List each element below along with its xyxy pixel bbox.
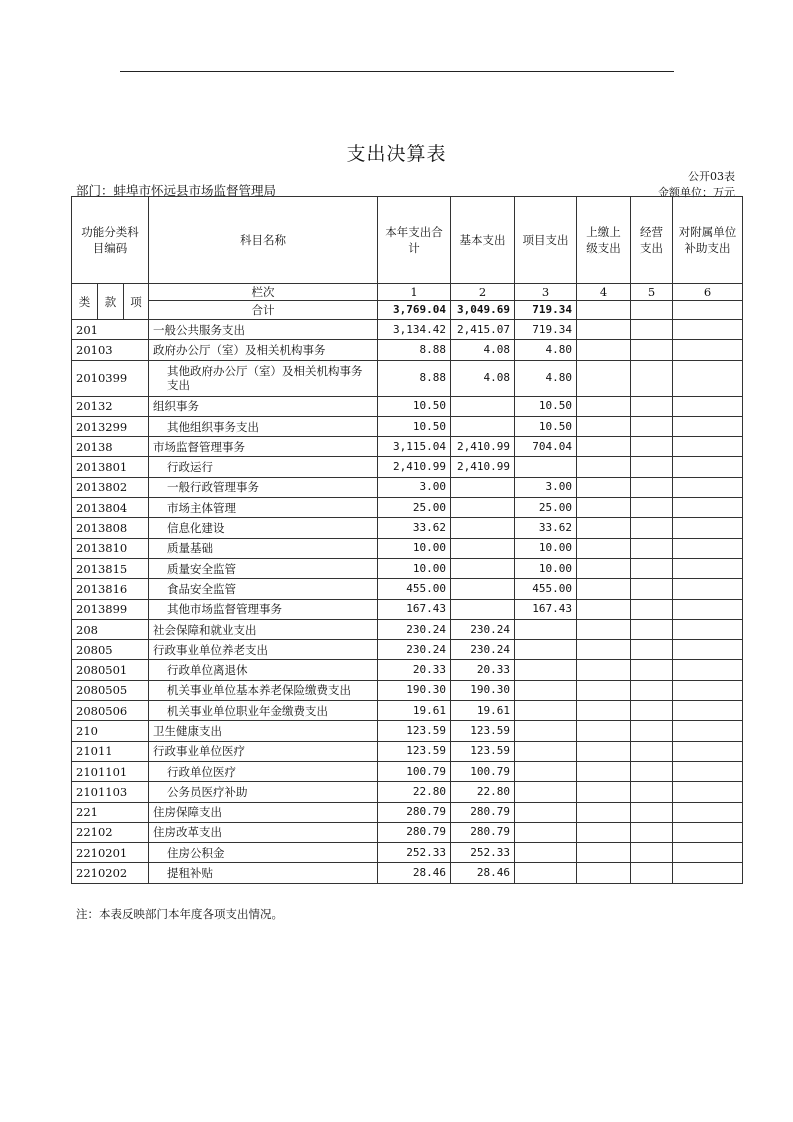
row-code: 2013899	[72, 599, 149, 619]
row-total: 22.80	[378, 782, 451, 802]
row-project	[515, 782, 577, 802]
row-operating	[631, 360, 673, 396]
total-label: 合计	[149, 301, 378, 320]
row-basic: 20.33	[451, 660, 515, 680]
col-header-subsidiary: 对附属单位补助支出	[673, 197, 743, 284]
row-basic	[451, 396, 515, 416]
row-code: 2101101	[72, 761, 149, 781]
row-operating	[631, 579, 673, 599]
row-code: 2013810	[72, 538, 149, 558]
table-row	[72, 518, 743, 538]
expenditure-table	[71, 196, 743, 884]
row-project: 455.00	[515, 579, 577, 599]
row-name: 行政单位医疗	[149, 761, 378, 781]
row-operating	[631, 721, 673, 741]
row-total: 123.59	[378, 721, 451, 741]
row-total: 167.43	[378, 599, 451, 619]
lanci-label: 栏次	[149, 284, 378, 301]
row-total: 3,115.04	[378, 437, 451, 457]
table-row	[72, 721, 743, 741]
row-basic: 280.79	[451, 802, 515, 822]
row-name: 机关事业单位职业年金缴费支出	[149, 701, 378, 721]
total-project: 719.34	[515, 301, 577, 320]
row-total: 280.79	[378, 802, 451, 822]
row-project: 10.50	[515, 396, 577, 416]
row-upper	[577, 518, 631, 538]
row-subsidiary	[673, 721, 743, 741]
footnote: 注：本表反映部门本年度各项支出情况。	[76, 907, 283, 921]
row-upper	[577, 498, 631, 518]
row-upper	[577, 741, 631, 761]
row-upper	[577, 701, 631, 721]
row-name: 质量基础	[149, 538, 378, 558]
col-header-name: 科目名称	[149, 197, 378, 284]
row-name: 住房改革支出	[149, 822, 378, 842]
row-operating	[631, 340, 673, 360]
total-total: 3,769.04	[378, 301, 451, 320]
row-project	[515, 843, 577, 863]
col-number-5: 5	[631, 284, 673, 301]
row-subsidiary	[673, 396, 743, 416]
row-upper	[577, 822, 631, 842]
table-row	[72, 498, 743, 518]
row-basic: 190.30	[451, 680, 515, 700]
row-project: 33.62	[515, 518, 577, 538]
row-operating	[631, 477, 673, 497]
row-code: 2210201	[72, 843, 149, 863]
row-total: 280.79	[378, 822, 451, 842]
row-upper	[577, 680, 631, 700]
row-name: 机关事业单位基本养老保险缴费支出	[149, 680, 378, 700]
row-basic: 4.08	[451, 360, 515, 396]
row-basic: 123.59	[451, 721, 515, 741]
row-name: 公务员医疗补助	[149, 782, 378, 802]
row-code: 2013299	[72, 416, 149, 436]
row-code: 22102	[72, 822, 149, 842]
row-basic	[451, 416, 515, 436]
table-row	[72, 360, 743, 396]
row-subsidiary	[673, 640, 743, 660]
row-code: 20103	[72, 340, 149, 360]
row-basic	[451, 498, 515, 518]
row-name: 其他市场监督管理事务	[149, 599, 378, 619]
total-upper	[577, 301, 631, 320]
row-operating	[631, 320, 673, 340]
row-basic: 123.59	[451, 741, 515, 761]
row-basic	[451, 477, 515, 497]
row-name: 住房保障支出	[149, 802, 378, 822]
row-code: 2013804	[72, 498, 149, 518]
row-basic: 230.24	[451, 619, 515, 639]
row-total: 230.24	[378, 619, 451, 639]
row-upper	[577, 579, 631, 599]
table-row	[72, 579, 743, 599]
row-name: 一般行政管理事务	[149, 477, 378, 497]
row-subsidiary	[673, 701, 743, 721]
row-basic: 4.08	[451, 340, 515, 360]
table-row	[72, 741, 743, 761]
column-number-row	[72, 284, 743, 301]
row-project	[515, 802, 577, 822]
row-operating	[631, 396, 673, 416]
row-name: 住房公积金	[149, 843, 378, 863]
row-operating	[631, 416, 673, 436]
row-basic: 2,410.99	[451, 437, 515, 457]
row-basic	[451, 538, 515, 558]
row-code: 201	[72, 320, 149, 340]
row-project: 167.43	[515, 599, 577, 619]
row-project: 4.80	[515, 340, 577, 360]
table-row	[72, 457, 743, 477]
row-code: 2010399	[72, 360, 149, 396]
row-subsidiary	[673, 843, 743, 863]
row-code: 208	[72, 619, 149, 639]
row-subsidiary	[673, 680, 743, 700]
row-project: 3.00	[515, 477, 577, 497]
row-upper	[577, 416, 631, 436]
row-project	[515, 721, 577, 741]
col-number-3: 3	[515, 284, 577, 301]
row-name: 其他组织事务支出	[149, 416, 378, 436]
row-basic: 280.79	[451, 822, 515, 842]
col-header-operating: 经营支出	[631, 197, 673, 284]
row-total: 25.00	[378, 498, 451, 518]
row-name: 其他政府办公厅（室）及相关机构事务支出	[149, 360, 378, 396]
row-operating	[631, 457, 673, 477]
row-total: 100.79	[378, 761, 451, 781]
row-basic: 28.46	[451, 863, 515, 883]
row-basic	[451, 518, 515, 538]
table-row	[72, 477, 743, 497]
row-upper	[577, 782, 631, 802]
row-code: 2013816	[72, 579, 149, 599]
row-basic: 100.79	[451, 761, 515, 781]
row-upper	[577, 863, 631, 883]
table-row	[72, 558, 743, 578]
row-subsidiary	[673, 320, 743, 340]
table-row	[72, 340, 743, 360]
row-upper	[577, 437, 631, 457]
row-total: 10.50	[378, 416, 451, 436]
row-project	[515, 660, 577, 680]
row-operating	[631, 822, 673, 842]
table-row	[72, 822, 743, 842]
row-code: 2013815	[72, 558, 149, 578]
row-subsidiary	[673, 518, 743, 538]
row-name: 行政事业单位医疗	[149, 741, 378, 761]
row-total: 252.33	[378, 843, 451, 863]
row-subsidiary	[673, 599, 743, 619]
top-rule	[120, 71, 674, 72]
row-code: 2080505	[72, 680, 149, 700]
row-operating	[631, 640, 673, 660]
table-row	[72, 802, 743, 822]
total-row	[72, 301, 743, 320]
table-row	[72, 538, 743, 558]
row-total: 10.00	[378, 538, 451, 558]
row-upper	[577, 320, 631, 340]
row-total: 190.30	[378, 680, 451, 700]
row-basic	[451, 558, 515, 578]
row-upper	[577, 457, 631, 477]
row-subsidiary	[673, 741, 743, 761]
row-subsidiary	[673, 822, 743, 842]
row-operating	[631, 437, 673, 457]
row-subsidiary	[673, 761, 743, 781]
row-upper	[577, 660, 631, 680]
col-number-6: 6	[673, 284, 743, 301]
row-basic	[451, 599, 515, 619]
row-project: 10.00	[515, 538, 577, 558]
row-basic	[451, 579, 515, 599]
row-code: 2013808	[72, 518, 149, 538]
col-number-4: 4	[577, 284, 631, 301]
row-total: 19.61	[378, 701, 451, 721]
row-name: 卫生健康支出	[149, 721, 378, 741]
row-subsidiary	[673, 619, 743, 639]
row-total: 2,410.99	[378, 457, 451, 477]
row-project: 719.34	[515, 320, 577, 340]
row-total: 123.59	[378, 741, 451, 761]
header-row	[72, 197, 743, 284]
col-header-kuan: 款	[98, 284, 124, 320]
row-project	[515, 761, 577, 781]
table-row	[72, 396, 743, 416]
table-row	[72, 619, 743, 639]
row-code: 221	[72, 802, 149, 822]
amount-unit: 金额单位：万元	[658, 186, 735, 199]
row-total: 33.62	[378, 518, 451, 538]
row-upper	[577, 340, 631, 360]
row-project: 25.00	[515, 498, 577, 518]
row-project	[515, 701, 577, 721]
col-number-1: 1	[378, 284, 451, 301]
row-basic: 22.80	[451, 782, 515, 802]
table-row	[72, 782, 743, 802]
row-subsidiary	[673, 660, 743, 680]
row-project	[515, 619, 577, 639]
col-header-upper: 上缴上级支出	[577, 197, 631, 284]
page-title: 支出决算表	[346, 143, 447, 165]
row-operating	[631, 518, 673, 538]
row-total: 455.00	[378, 579, 451, 599]
table-row	[72, 761, 743, 781]
row-operating	[631, 498, 673, 518]
row-code: 2080506	[72, 701, 149, 721]
row-subsidiary	[673, 457, 743, 477]
row-upper	[577, 619, 631, 639]
col-header-total: 本年支出合计	[378, 197, 451, 284]
row-name: 质量安全监管	[149, 558, 378, 578]
row-upper	[577, 538, 631, 558]
table-row	[72, 701, 743, 721]
row-operating	[631, 761, 673, 781]
row-name: 行政运行	[149, 457, 378, 477]
row-subsidiary	[673, 477, 743, 497]
row-upper	[577, 721, 631, 741]
row-name: 组织事务	[149, 396, 378, 416]
row-basic: 2,410.99	[451, 457, 515, 477]
row-project	[515, 457, 577, 477]
row-subsidiary	[673, 498, 743, 518]
row-subsidiary	[673, 340, 743, 360]
row-name: 提租补贴	[149, 863, 378, 883]
row-upper	[577, 360, 631, 396]
row-name: 信息化建设	[149, 518, 378, 538]
row-total: 10.00	[378, 558, 451, 578]
row-name: 一般公共服务支出	[149, 320, 378, 340]
row-project	[515, 822, 577, 842]
row-basic: 230.24	[451, 640, 515, 660]
row-upper	[577, 558, 631, 578]
row-project: 10.00	[515, 558, 577, 578]
row-name: 食品安全监管	[149, 579, 378, 599]
row-total: 3,134.42	[378, 320, 451, 340]
col-header-project: 项目支出	[515, 197, 577, 284]
row-code: 2080501	[72, 660, 149, 680]
row-upper	[577, 802, 631, 822]
row-code: 2013801	[72, 457, 149, 477]
row-project	[515, 741, 577, 761]
row-name: 政府办公厅（室）及相关机构事务	[149, 340, 378, 360]
row-name: 行政单位离退休	[149, 660, 378, 680]
row-operating	[631, 599, 673, 619]
row-subsidiary	[673, 538, 743, 558]
row-code: 2210202	[72, 863, 149, 883]
row-total: 3.00	[378, 477, 451, 497]
row-operating	[631, 619, 673, 639]
row-operating	[631, 802, 673, 822]
col-header-code: 功能分类科目编码	[72, 197, 149, 284]
row-project: 4.80	[515, 360, 577, 396]
table-row	[72, 416, 743, 436]
total-operating	[631, 301, 673, 320]
total-basic: 3,049.69	[451, 301, 515, 320]
row-name: 行政事业单位养老支出	[149, 640, 378, 660]
row-upper	[577, 599, 631, 619]
row-upper	[577, 640, 631, 660]
col-header-basic: 基本支出	[451, 197, 515, 284]
row-upper	[577, 843, 631, 863]
row-code: 21011	[72, 741, 149, 761]
row-project	[515, 680, 577, 700]
table-row	[72, 320, 743, 340]
row-project	[515, 863, 577, 883]
row-operating	[631, 660, 673, 680]
row-code: 20805	[72, 640, 149, 660]
col-number-2: 2	[451, 284, 515, 301]
row-basic: 2,415.07	[451, 320, 515, 340]
row-code: 20138	[72, 437, 149, 457]
row-project	[515, 640, 577, 660]
row-total: 20.33	[378, 660, 451, 680]
table-row	[72, 640, 743, 660]
row-basic: 252.33	[451, 843, 515, 863]
row-code: 210	[72, 721, 149, 741]
table-row	[72, 863, 743, 883]
row-name: 市场主体管理	[149, 498, 378, 518]
table-row	[72, 680, 743, 700]
row-subsidiary	[673, 782, 743, 802]
row-operating	[631, 538, 673, 558]
table-row	[72, 599, 743, 619]
row-operating	[631, 558, 673, 578]
row-upper	[577, 761, 631, 781]
row-operating	[631, 863, 673, 883]
table-code: 公开03表	[688, 170, 735, 183]
row-subsidiary	[673, 863, 743, 883]
row-project: 704.04	[515, 437, 577, 457]
row-name: 市场监督管理事务	[149, 437, 378, 457]
table-row	[72, 843, 743, 863]
row-subsidiary	[673, 558, 743, 578]
department-label: 部门：蚌埠市怀远县市场监督管理局	[76, 183, 277, 198]
row-subsidiary	[673, 416, 743, 436]
row-total: 230.24	[378, 640, 451, 660]
row-code: 2101103	[72, 782, 149, 802]
row-operating	[631, 782, 673, 802]
row-code: 2013802	[72, 477, 149, 497]
row-subsidiary	[673, 437, 743, 457]
row-project: 10.50	[515, 416, 577, 436]
row-operating	[631, 680, 673, 700]
total-subsidiary	[673, 301, 743, 320]
table-row	[72, 437, 743, 457]
row-total: 8.88	[378, 340, 451, 360]
row-operating	[631, 701, 673, 721]
row-operating	[631, 843, 673, 863]
row-total: 10.50	[378, 396, 451, 416]
row-total: 28.46	[378, 863, 451, 883]
table-row	[72, 660, 743, 680]
row-upper	[577, 396, 631, 416]
row-subsidiary	[673, 360, 743, 396]
row-upper	[577, 477, 631, 497]
row-code: 20132	[72, 396, 149, 416]
row-subsidiary	[673, 802, 743, 822]
row-name: 社会保障和就业支出	[149, 619, 378, 639]
row-operating	[631, 741, 673, 761]
col-header-xiang: 项	[124, 284, 149, 320]
col-header-lei: 类	[72, 284, 98, 320]
row-basic: 19.61	[451, 701, 515, 721]
row-total: 8.88	[378, 360, 451, 396]
row-subsidiary	[673, 579, 743, 599]
